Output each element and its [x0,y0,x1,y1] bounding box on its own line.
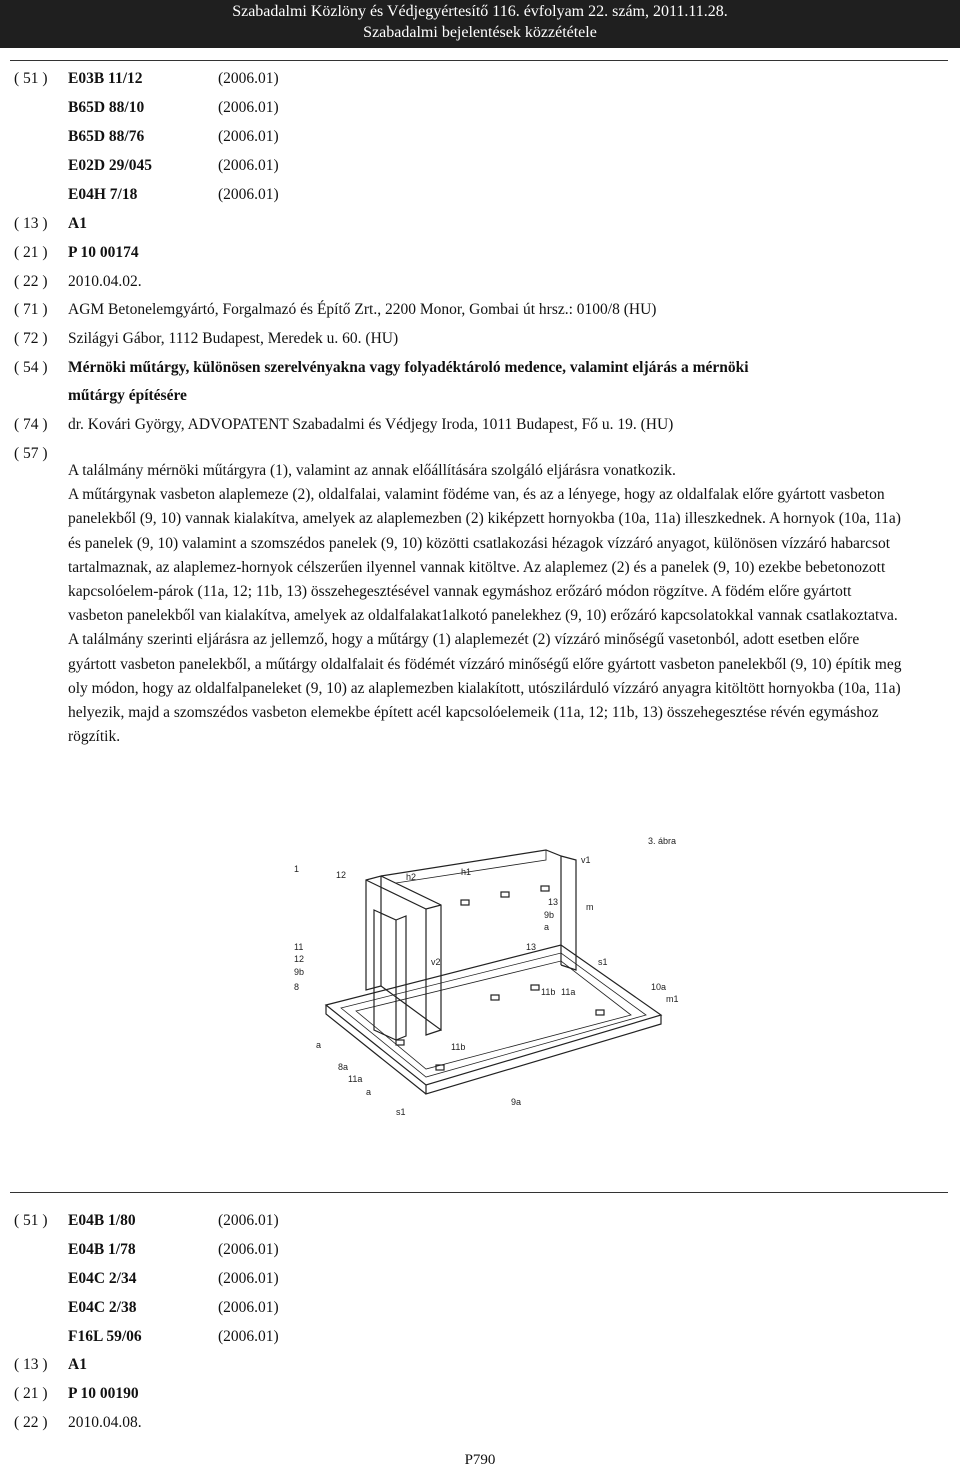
insert [501,892,509,897]
ipc-code: E04B 1/80 [68,1212,136,1229]
fig-label: 9b [544,910,555,920]
insert [461,900,469,905]
ipc-code: E04C 2/34 [68,1270,137,1287]
inid-21: ( 21 ) [14,244,48,261]
fig-label: a [366,1087,372,1097]
wall-top-left [366,880,441,909]
ipc-date: (2006.01) [218,186,279,203]
ipc-date: (2006.01) [218,70,279,87]
base-plate-edge-left [326,1005,426,1094]
application-number: P 10 00190 [68,1385,139,1402]
title-line-2: műtárgy építésére [68,387,187,404]
filing-date: 2010.04.02. [68,273,142,290]
ipc-code: B65D 88/10 [68,99,145,116]
top-rule [10,60,948,61]
ipc-date: (2006.01) [218,157,279,174]
ipc-date: (2006.01) [218,99,279,116]
fig-label: 12 [294,954,305,964]
fig-label: a [544,922,550,932]
ipc-code: F16L 59/06 [68,1328,142,1345]
wall-panel-edge [426,909,441,1035]
abstract-paragraph: A találmány mérnöki műtárgyra (1), valamint az annak előállítására szolgáló eljárásra vonatkozik. [68,462,676,479]
inid-22: ( 22 ) [14,273,48,290]
kind-code: A1 [68,1356,87,1373]
inid-51: ( 51 ) [14,70,48,87]
ipc-date: (2006.01) [218,1212,279,1229]
patent-figure [286,830,704,1130]
base-plate-groove-inner [356,961,631,1069]
fig-label: 11 [294,942,304,952]
fig-label: 8a [338,1062,349,1072]
fig-label: 13 [526,942,537,952]
insert [596,1010,604,1015]
inid-22: ( 22 ) [14,1414,48,1431]
inid-13: ( 13 ) [14,215,48,232]
fig-label: a [316,1040,322,1050]
fig-label: 1 [294,864,300,874]
abstract [68,459,908,749]
inid-54: ( 54 ) [14,359,48,376]
fig-label: h1 [461,867,472,877]
back-wall-post [561,856,576,970]
ipc-date: (2006.01) [218,128,279,145]
kind-code: A1 [68,215,87,232]
filing-date: 2010.04.08. [68,1414,142,1431]
fig-label: h2 [406,872,417,882]
fig-label: s1 [598,957,608,967]
application-number: P 10 00174 [68,244,139,261]
inid-74: ( 74 ) [14,416,48,433]
insert [491,995,499,1000]
figure-drawing [286,830,704,1130]
inventor: Szilágyi Gábor, 1112 Budapest, Meredek u. 60. (HU) [68,330,399,347]
record-separator-rule [10,1192,948,1193]
wall-panel-left [381,876,441,1030]
base-plate-edge [426,1015,661,1094]
fig-label: m1 [666,994,679,1004]
insert [541,886,549,891]
inid-21: ( 21 ) [14,1385,48,1402]
insert [396,1040,404,1045]
fig-label: 9a [511,1097,522,1107]
fig-label: 12 [336,870,347,880]
ipc-date: (2006.01) [218,1299,279,1316]
fig-label: v1 [581,855,591,865]
fig-label: s1 [396,1107,406,1117]
fig-label: v2 [431,957,441,967]
ipc-code: E04H 7/18 [68,186,138,203]
fig-label: 11b [541,987,556,997]
abstract-paragraph: A találmány szerinti eljárásra az jellemző, hogy a műtárgy (1) alaplemezét (2) vízzáró minőségű vasetonból, adott esetben előre gyártott vasbeton panelekből, a műtárgy oldalfalait és födémét vízzáró minőségű előre gyártott vasbeton panelekből (9, 10) építik meg oly módon, hogy az oldalfalpaneleket (9, 10) az alaplemezben kialakított, utószilárduló vízzáró anyagra kitöltött hornyokba (10a, 11a) helyezik, majd a szomszédos vasbeton elemekbe épített acél kapcsolóelemeik (11a, 12; 11b, 13) összehegesztése révén egymáshoz rögzítik. [68,631,902,746]
inid-57: ( 57 ) [14,445,48,462]
inid-51: ( 51 ) [14,1212,48,1229]
abstract-paragraph: A műtárgynak vasbeton alaplemeze (2), oldalfalai, valamint födéme van, és az a lényege, hogy az oldalfalak előre gyártott vasbeton panelekből (9, 10) vannak kialakítva, amelyek az alaplemezben (2) kiképzett hornyokba (10a, 11a) illeszkednek. A hornyok (10a, 11a) és panelek (9, 10) valamint a szomszédos panelek (9, 10) közötti csatlakozási hézagok vízzáró anyagot, különösen vízzáró habarcsot tartalmaznak, az alaplemez-hornyok célszerűen ilyennel vannak kitöltve. Az alaplemez (2) és a panelek (9, 10) ezekbe bebetonozott kapcsolóelem-párok (11a, 12; 11b, 13) összehegesztésével vannak egymáshoz erőzáró módon rögzítve. A födém előre gyártott vasbeton panelekből van kialakítva, amelyek az oldalfalakat1alkotó panelekhez (9, 10) erőzáró kapcsolatokkal vannak csatlakoztatva. [68,486,901,625]
ipc-date: (2006.01) [218,1270,279,1287]
ipc-code: E03B 11/12 [68,70,143,87]
panel-front [374,910,396,1040]
ipc-date: (2006.01) [218,1328,279,1345]
fig-label: m [586,902,594,912]
insert [531,985,539,990]
fig-label: 13 [548,897,559,907]
fig-label: 11a [348,1074,363,1084]
fig-label: 11a [561,987,576,997]
ipc-code: E04C 2/38 [68,1299,137,1316]
panel-side [396,916,406,1040]
ipc-code: E04B 1/78 [68,1241,136,1258]
fig-label: 8 [294,982,300,992]
ipc-code: B65D 88/76 [68,128,145,145]
fig-label: 9b [294,967,305,977]
figure-caption: 3. ábra [648,836,677,846]
title-line-1: Mérnöki műtárgy, különösen szerelvényakna vagy folyadéktároló medence, valamint eljárás a mérnöki [68,359,749,376]
inid-71: ( 71 ) [14,301,48,318]
fig-label: 10a [651,982,667,992]
journal-title: Szabadalmi Közlöny és Védjegyértesítő 116. évfolyam 22. szám, 2011.11.28. [232,3,728,20]
ipc-date: (2006.01) [218,1241,279,1258]
representative: dr. Kovári György, ADVOPATENT Szabadalmi és Védjegy Iroda, 1011 Budapest, Fő u. 19. (HU) [68,416,674,433]
inid-72: ( 72 ) [14,330,48,347]
page-header [0,0,960,48]
base-plate-outline [326,945,661,1085]
fig-label: 11b [451,1042,466,1052]
section-title: Szabadalmi bejelentések közzététele [363,24,597,41]
page-number: P790 [464,1452,496,1468]
inid-13: ( 13 ) [14,1356,48,1373]
ipc-code: E02D 29/045 [68,157,152,174]
applicant: AGM Betonelemgyártó, Forgalmazó és Építő Zrt., 2200 Monor, Gombai út hrsz.: 0100/8 (HU) [68,301,657,318]
